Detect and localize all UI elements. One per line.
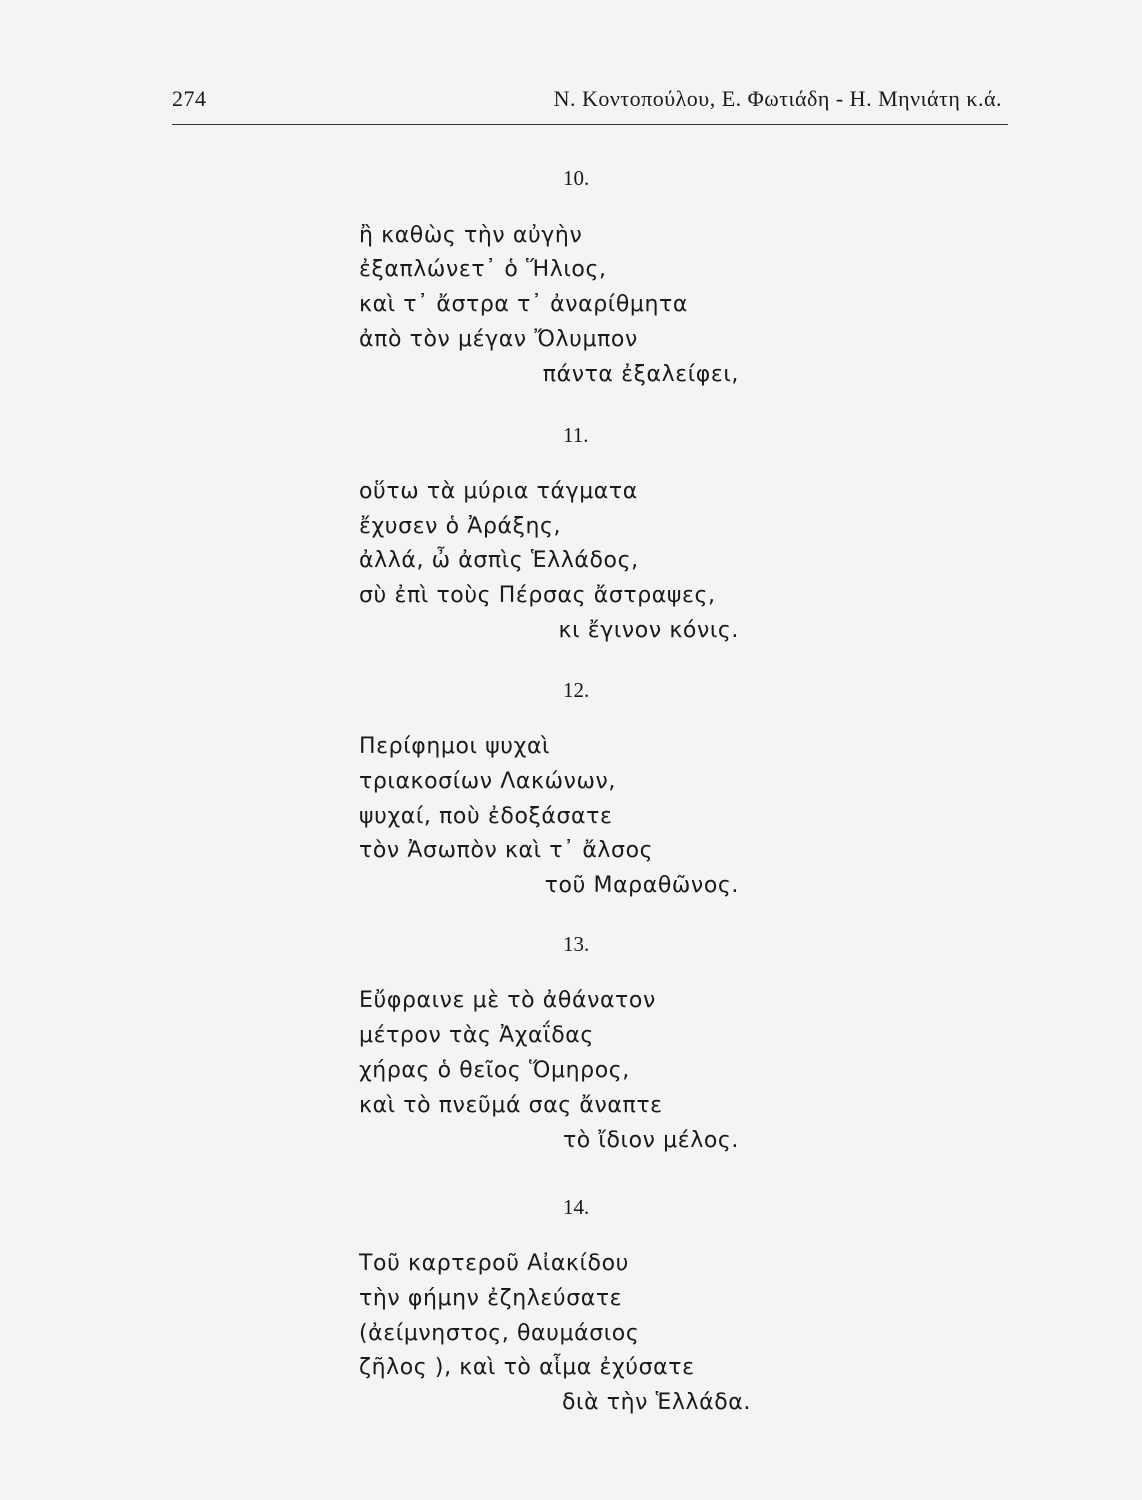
running-head bbox=[172, 86, 1010, 122]
verse-line-indented: τοῦ Μαραθῶνος. bbox=[544, 873, 739, 898]
verse-line-indented: τὸ ἴδιον μέλος. bbox=[562, 1128, 739, 1153]
verse-line: ἐξαπλώνετ᾽ ὁ Ἥλιος, bbox=[359, 257, 607, 282]
verse-line-indented: κι ἔγινον κόνις. bbox=[558, 618, 739, 643]
verse-line: μέτρον τὰς Ἀχαΐδας bbox=[359, 1023, 594, 1048]
verse-line: ἀλλά, ὦ ἀσπὶς Ἑλλάδος, bbox=[359, 548, 639, 573]
verse-line: ἀπὸ τὸν μέγαν Ὄλυμπον bbox=[359, 327, 638, 352]
stanza-number: 14. bbox=[563, 1195, 590, 1219]
verse-line: καὶ τὸ πνεῦμά σας ἄναπτε bbox=[359, 1093, 663, 1118]
header-rule bbox=[172, 124, 1008, 125]
verse-line: τὴν φήμην ἐζηλεύσατε bbox=[359, 1286, 623, 1311]
verse-line: ζῆλος ), καὶ τὸ αἷμα ἐχύσατε bbox=[359, 1355, 695, 1380]
stanza-number: 11. bbox=[563, 423, 589, 447]
verse-line-indented: πάντα ἐξαλείφει, bbox=[542, 362, 739, 387]
verse-line: ψυχαί, ποὺ ἐδοξάσατε bbox=[359, 804, 613, 829]
verse-line: ἢ καθὼς τὴν αὐγὴν bbox=[359, 223, 583, 248]
verse-line: Τοῦ καρτεροῦ Αἰακίδου bbox=[359, 1251, 629, 1276]
stanza-number: 13. bbox=[563, 932, 590, 956]
verse-line: τὸν Ἀσωπὸν καὶ τ᾽ ἄλσος bbox=[359, 838, 654, 863]
verse-line: (ἀείμνηστος, θαυμάσιος bbox=[359, 1321, 640, 1346]
page-number: 274 bbox=[172, 86, 207, 111]
verse-line: οὕτω τὰ μύρια τάγματα bbox=[359, 479, 638, 504]
verse-line: Εὔφραινε μὲ τὸ ἀθάνατον bbox=[359, 988, 656, 1013]
verse-line: ἔχυσεν ὁ Ἀράξης, bbox=[359, 514, 562, 539]
verse-line: τριακοσίων Λακώνων, bbox=[359, 769, 617, 794]
verse-line: Περίφημοι ψυχαὶ bbox=[359, 734, 551, 759]
stanza-number: 12. bbox=[563, 678, 590, 702]
verse-line: σὺ ἐπὶ τοὺς Πέρσας ἄστραψες, bbox=[359, 583, 716, 608]
verse-line-indented: διὰ τὴν Ἑλλάδα. bbox=[561, 1390, 751, 1415]
header-authors: Ν. Κοντοπούλου, Ε. Φωτιάδη - Η. Μηνιάτη κ.ά. bbox=[553, 86, 1002, 111]
verse-line: καὶ τ᾽ ἄστρα τ᾽ ἀναρίθμητα bbox=[359, 292, 688, 317]
stanza-number: 10. bbox=[563, 166, 590, 190]
verse-line: χήρας ὁ θεῖος Ὅμηρος, bbox=[359, 1058, 630, 1083]
